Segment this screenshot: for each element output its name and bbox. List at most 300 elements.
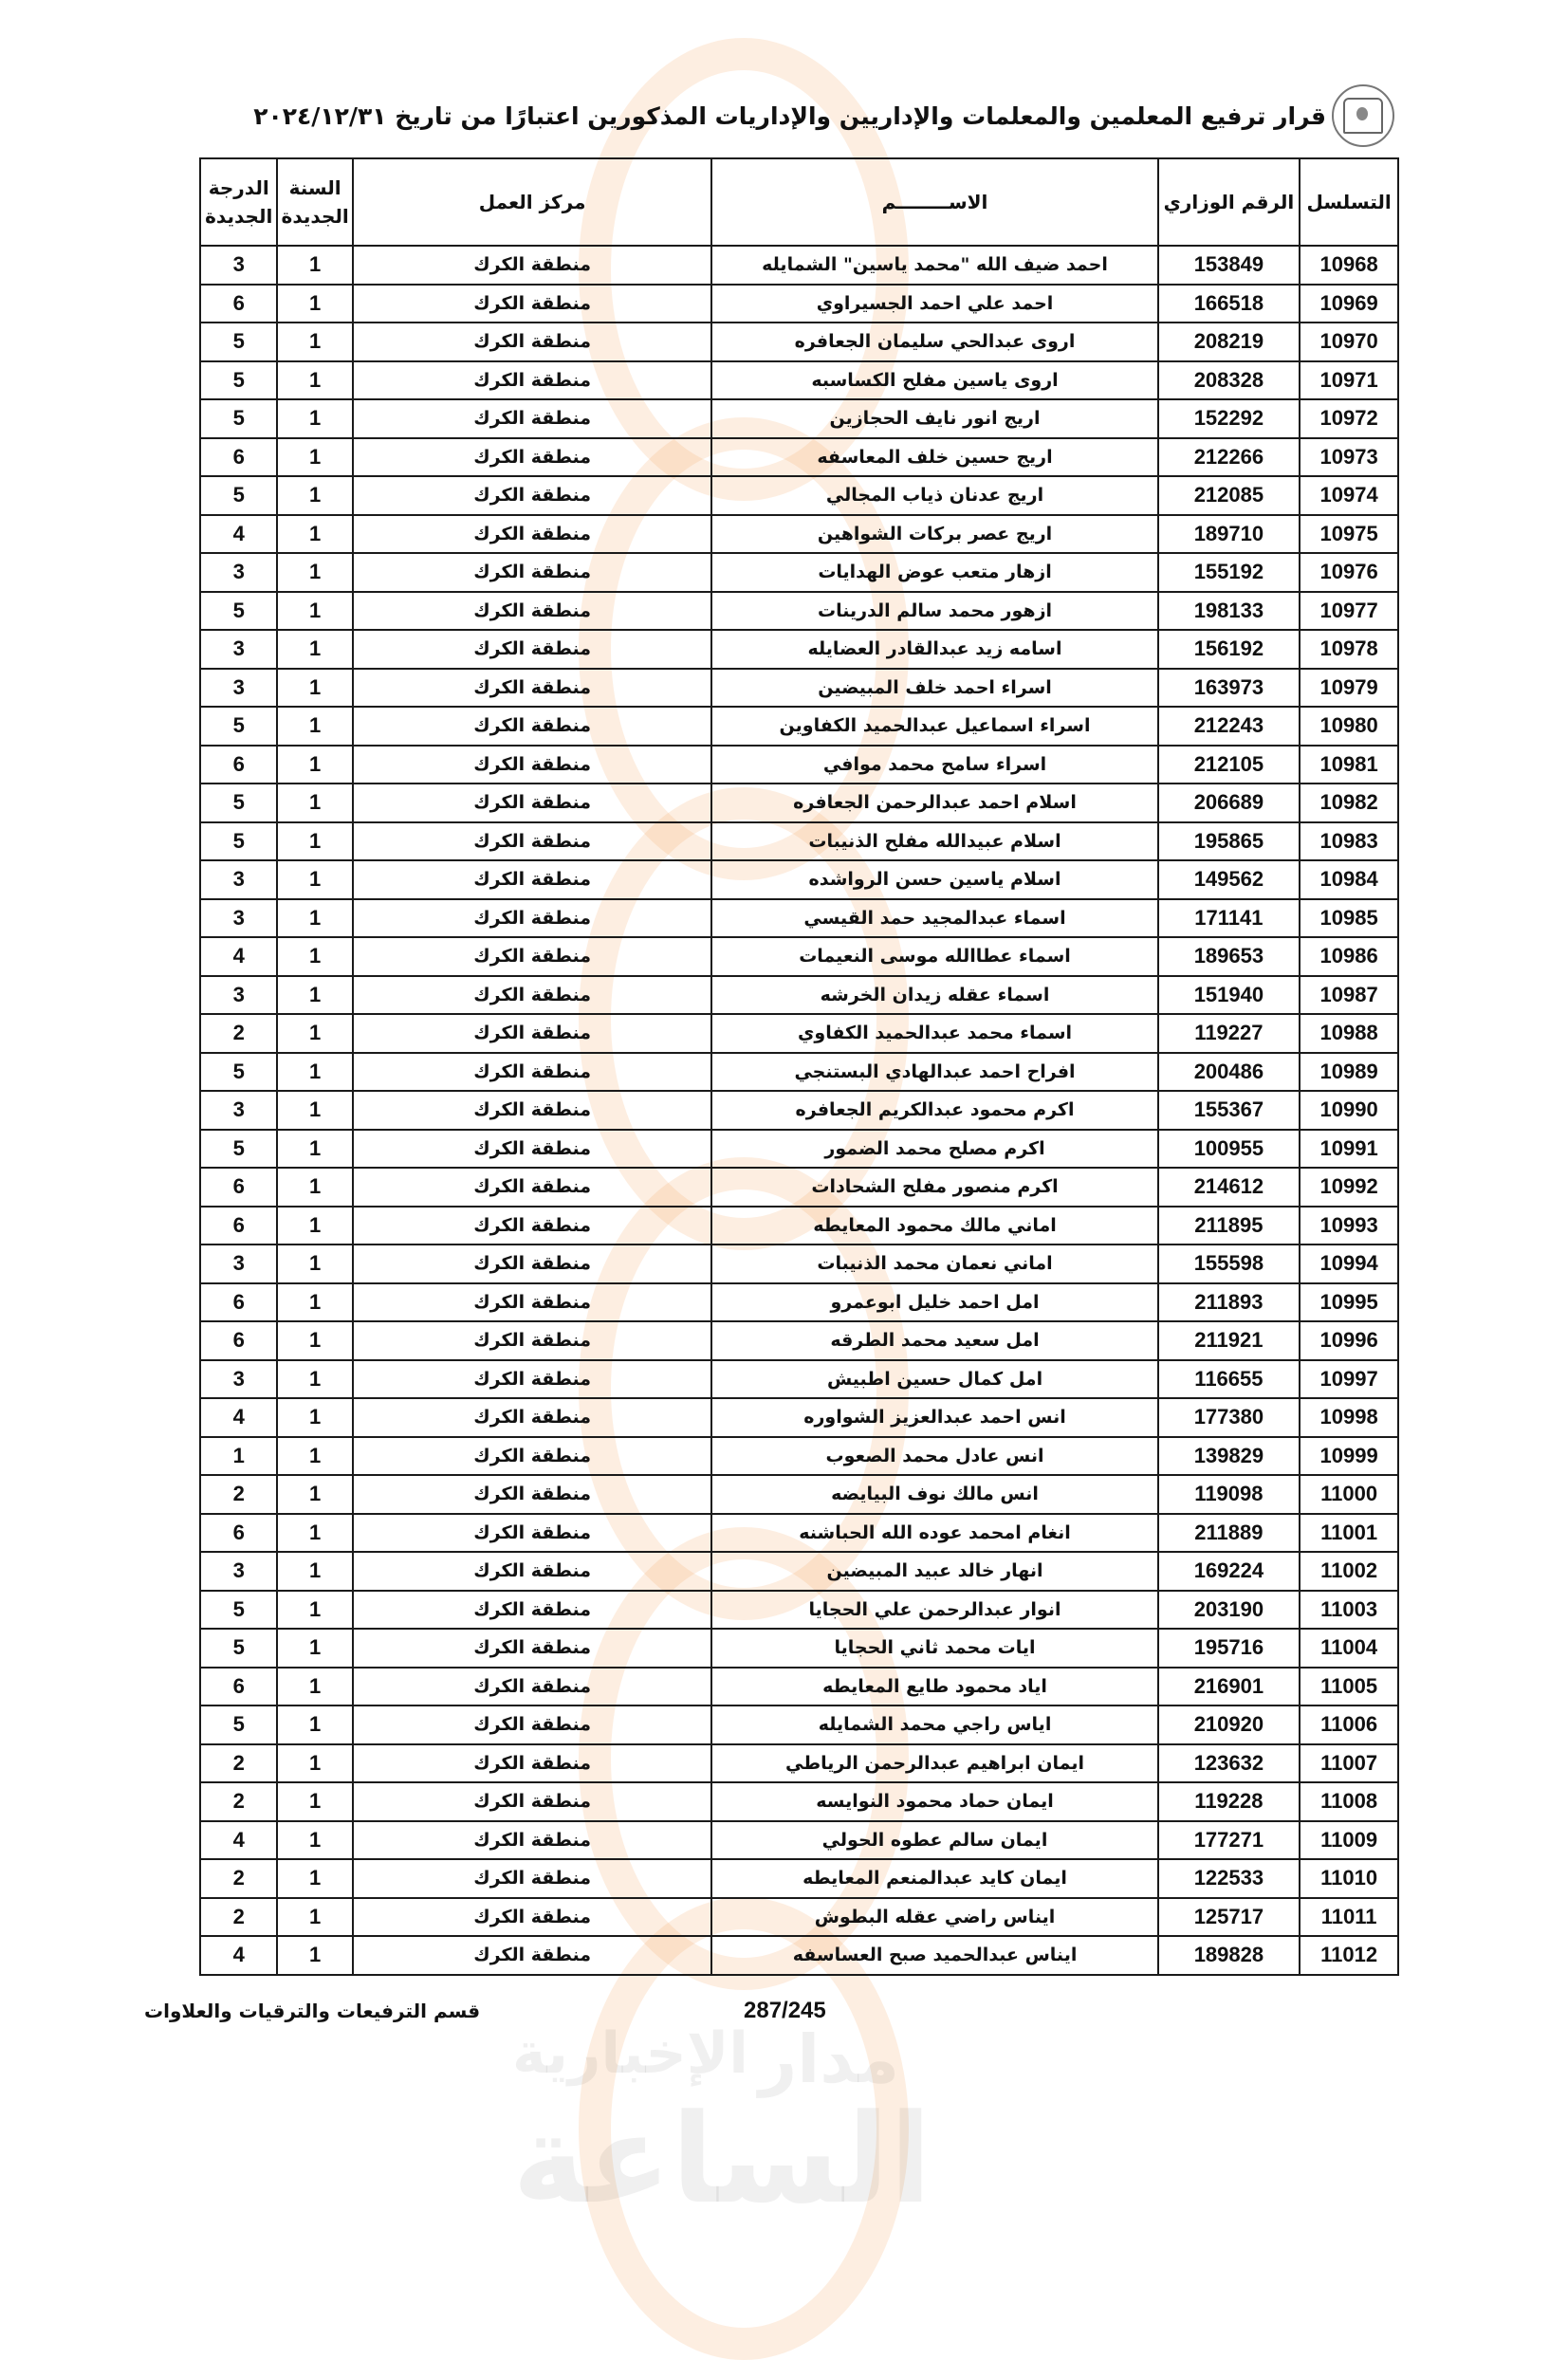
cell-work-center: منطقة الكرك (353, 1821, 712, 1860)
table-row (200, 1053, 1398, 1092)
table-row (200, 246, 1398, 285)
cell-new-year: 1 (277, 1014, 352, 1053)
cell-seq: 10989 (1300, 1053, 1398, 1092)
cell-work-center: منطقة الكرك (353, 1668, 712, 1706)
cell-new-year: 1 (277, 1321, 352, 1360)
cell-new-year: 1 (277, 1898, 352, 1937)
cell-seq: 11003 (1300, 1591, 1398, 1630)
table-row (200, 899, 1398, 938)
cell-seq: 11007 (1300, 1744, 1398, 1783)
cell-name: ايناس عبدالحميد صبح العساسفه (711, 1936, 1157, 1975)
cell-ministry-id: 123632 (1158, 1744, 1301, 1783)
cell-name: اماني نعمان محمد الذنيبات (711, 1245, 1157, 1283)
cell-new-grade: 5 (200, 707, 277, 746)
cell-new-year: 1 (277, 976, 352, 1015)
cell-name: اياس راجي محمد الشمايله (711, 1705, 1157, 1744)
cell-seq: 10970 (1300, 323, 1398, 361)
cell-new-year: 1 (277, 630, 352, 669)
cell-seq: 10976 (1300, 553, 1398, 592)
table-row (200, 1591, 1398, 1630)
cell-name: ايمان سالم عطوه الحولي (711, 1821, 1157, 1860)
cell-ministry-id: 163973 (1158, 669, 1301, 708)
cell-new-year: 1 (277, 1552, 352, 1591)
cell-work-center: منطقة الكرك (353, 1091, 712, 1130)
cell-work-center: منطقة الكرك (353, 669, 712, 708)
cell-new-year: 1 (277, 553, 352, 592)
cell-name: اسامه زيد عبدالقادر العضايله (711, 630, 1157, 669)
cell-seq: 10995 (1300, 1283, 1398, 1322)
cell-name: اسلام عبيدالله مفلح الذنيبات (711, 822, 1157, 861)
cell-seq: 11008 (1300, 1782, 1398, 1821)
cell-ministry-id: 169224 (1158, 1552, 1301, 1591)
cell-work-center: منطقة الكرك (353, 1207, 712, 1245)
cell-new-grade: 3 (200, 860, 277, 899)
cell-new-grade: 3 (200, 553, 277, 592)
cell-seq: 10996 (1300, 1321, 1398, 1360)
cell-new-year: 1 (277, 1207, 352, 1245)
cell-seq: 10985 (1300, 899, 1398, 938)
cell-work-center: منطقة الكرك (353, 553, 712, 592)
cell-ministry-id: 171141 (1158, 899, 1301, 938)
cell-name: اروى عبدالحي سليمان الجعافره (711, 323, 1157, 361)
cell-ministry-id: 212266 (1158, 438, 1301, 477)
cell-new-grade: 6 (200, 1283, 277, 1322)
cell-name: ايمان حماد محمود النوايسه (711, 1782, 1157, 1821)
cell-new-year: 1 (277, 1629, 352, 1668)
cell-ministry-id: 211889 (1158, 1514, 1301, 1553)
cell-name: اسلام ياسين حسن الرواشده (711, 860, 1157, 899)
column-header-ministry-id: الرقم الوزاري (1158, 158, 1301, 246)
cell-seq: 11002 (1300, 1552, 1398, 1591)
cell-work-center: منطقة الكرك (353, 399, 712, 438)
cell-ministry-id: 210920 (1158, 1705, 1301, 1744)
cell-new-grade: 2 (200, 1782, 277, 1821)
cell-name: ايناس راضي عقله البطوش (711, 1898, 1157, 1937)
cell-seq: 10992 (1300, 1168, 1398, 1207)
cell-new-grade: 4 (200, 515, 277, 554)
table-row (200, 1475, 1398, 1514)
cell-name: اروى ياسين مفلح الكساسبه (711, 361, 1157, 400)
table-header-row (200, 158, 1398, 246)
cell-seq: 10990 (1300, 1091, 1398, 1130)
cell-new-year: 1 (277, 669, 352, 708)
cell-work-center: منطقة الكرك (353, 1936, 712, 1975)
cell-name: افراح احمد عبدالهادي البستنجي (711, 1053, 1157, 1092)
cell-ministry-id: 122533 (1158, 1859, 1301, 1898)
cell-ministry-id: 177271 (1158, 1821, 1301, 1860)
cell-seq: 10968 (1300, 246, 1398, 285)
cell-new-grade: 3 (200, 246, 277, 285)
table-row (200, 860, 1398, 899)
cell-new-year: 1 (277, 1859, 352, 1898)
table-row (200, 630, 1398, 669)
table-row (200, 1668, 1398, 1706)
table-row (200, 323, 1398, 361)
cell-name: اريج عدنان ذياب المجالي (711, 476, 1157, 515)
cell-seq: 11010 (1300, 1859, 1398, 1898)
table-row (200, 1207, 1398, 1245)
table-row (200, 1898, 1398, 1937)
cell-new-year: 1 (277, 323, 352, 361)
cell-new-year: 1 (277, 1514, 352, 1553)
cell-new-year: 1 (277, 899, 352, 938)
cell-new-grade: 4 (200, 1821, 277, 1860)
table-row (200, 784, 1398, 822)
cell-work-center: منطقة الكرك (353, 1130, 712, 1169)
cell-new-grade: 3 (200, 630, 277, 669)
cell-seq: 11005 (1300, 1668, 1398, 1706)
column-header-name: الاســــــــم (711, 158, 1157, 246)
table-row (200, 399, 1398, 438)
cell-new-grade: 3 (200, 899, 277, 938)
table-row (200, 1130, 1398, 1169)
cell-seq: 10983 (1300, 822, 1398, 861)
cell-name: اسماء محمد عبدالحميد الكفاوي (711, 1014, 1157, 1053)
cell-ministry-id: 119228 (1158, 1782, 1301, 1821)
cell-new-year: 1 (277, 399, 352, 438)
cell-seq: 10997 (1300, 1360, 1398, 1399)
cell-new-year: 1 (277, 1053, 352, 1092)
cell-ministry-id: 195865 (1158, 822, 1301, 861)
cell-ministry-id: 177380 (1158, 1398, 1301, 1437)
cell-new-grade: 4 (200, 1398, 277, 1437)
cell-ministry-id: 189710 (1158, 515, 1301, 554)
cell-work-center: منطقة الكرك (353, 1245, 712, 1283)
cell-name: ازهور محمد سالم الدرينات (711, 592, 1157, 631)
cell-new-year: 1 (277, 1936, 352, 1975)
cell-new-year: 1 (277, 937, 352, 976)
cell-work-center: منطقة الكرك (353, 246, 712, 285)
cell-seq: 10973 (1300, 438, 1398, 477)
cell-work-center: منطقة الكرك (353, 1437, 712, 1476)
cell-ministry-id: 203190 (1158, 1591, 1301, 1630)
cell-name: احمد ضيف الله "محمد ياسين" الشمايله (711, 246, 1157, 285)
cell-name: اياد محمود طايع المعايطه (711, 1668, 1157, 1706)
cell-new-grade: 5 (200, 323, 277, 361)
cell-name: اسراء سامح محمد موافي (711, 746, 1157, 784)
cell-new-grade: 4 (200, 937, 277, 976)
cell-name: اسراء احمد خلف المبيضين (711, 669, 1157, 708)
column-header-work-center: مركز العمل (353, 158, 712, 246)
cell-new-grade: 3 (200, 976, 277, 1015)
cell-seq: 11011 (1300, 1898, 1398, 1937)
cell-work-center: منطقة الكرك (353, 1629, 712, 1668)
table-row (200, 937, 1398, 976)
cell-seq: 11006 (1300, 1705, 1398, 1744)
table-row (200, 669, 1398, 708)
cell-work-center: منطقة الكرك (353, 1168, 712, 1207)
cell-new-grade: 5 (200, 592, 277, 631)
cell-work-center: منطقة الكرك (353, 707, 712, 746)
cell-work-center: منطقة الكرك (353, 860, 712, 899)
cell-ministry-id: 125717 (1158, 1898, 1301, 1937)
cell-name: امل كمال حسين اطبيش (711, 1360, 1157, 1399)
cell-new-grade: 5 (200, 822, 277, 861)
cell-new-year: 1 (277, 515, 352, 554)
cell-work-center: منطقة الكرك (353, 361, 712, 400)
cell-ministry-id: 206689 (1158, 784, 1301, 822)
cell-seq: 10993 (1300, 1207, 1398, 1245)
cell-new-grade: 2 (200, 1898, 277, 1937)
cell-ministry-id: 212105 (1158, 746, 1301, 784)
cell-new-year: 1 (277, 822, 352, 861)
cell-work-center: منطقة الكرك (353, 1782, 712, 1821)
cell-work-center: منطقة الكرك (353, 592, 712, 631)
cell-new-grade: 3 (200, 1552, 277, 1591)
cell-work-center: منطقة الكرك (353, 937, 712, 976)
cell-seq: 10969 (1300, 285, 1398, 323)
table-row (200, 515, 1398, 554)
cell-work-center: منطقة الكرك (353, 1514, 712, 1553)
table-row (200, 1859, 1398, 1898)
cell-ministry-id: 119098 (1158, 1475, 1301, 1514)
table-row (200, 1705, 1398, 1744)
cell-work-center: منطقة الكرك (353, 822, 712, 861)
table-row (200, 1398, 1398, 1437)
table-row (200, 285, 1398, 323)
cell-work-center: منطقة الكرك (353, 1898, 712, 1937)
cell-new-year: 1 (277, 860, 352, 899)
cell-seq: 11000 (1300, 1475, 1398, 1514)
cell-new-grade: 5 (200, 361, 277, 400)
cell-name: ازهار متعب عوض الهدايات (711, 553, 1157, 592)
cell-name: انس عادل محمد الصعوب (711, 1437, 1157, 1476)
cell-name: اكرم محمود عبدالكريم الجعافره (711, 1091, 1157, 1130)
document-header (209, 78, 1394, 154)
cell-name: اريج انور نايف الحجازين (711, 399, 1157, 438)
table-row (200, 822, 1398, 861)
cell-new-year: 1 (277, 1705, 352, 1744)
cell-work-center: منطقة الكرك (353, 1360, 712, 1399)
cell-new-grade: 6 (200, 1168, 277, 1207)
table-row (200, 1014, 1398, 1053)
cell-ministry-id: 212085 (1158, 476, 1301, 515)
cell-new-grade: 6 (200, 1514, 277, 1553)
cell-new-year: 1 (277, 1744, 352, 1783)
cell-work-center: منطقة الكرك (353, 1321, 712, 1360)
table-row (200, 1821, 1398, 1860)
cell-new-grade: 5 (200, 476, 277, 515)
cell-new-year: 1 (277, 1591, 352, 1630)
cell-new-grade: 5 (200, 1053, 277, 1092)
cell-work-center: منطقة الكرك (353, 323, 712, 361)
table-row (200, 746, 1398, 784)
table-row (200, 707, 1398, 746)
cell-new-grade: 2 (200, 1859, 277, 1898)
table-row (200, 553, 1398, 592)
cell-ministry-id: 200486 (1158, 1053, 1301, 1092)
page-number: 287/245 (744, 1998, 826, 2023)
cell-name: امل احمد خليل ابوعمرو (711, 1283, 1157, 1322)
cell-new-year: 1 (277, 707, 352, 746)
cell-work-center: منطقة الكرك (353, 515, 712, 554)
cell-seq: 10978 (1300, 630, 1398, 669)
jordan-ministry-emblem-icon (1332, 84, 1394, 147)
cell-ministry-id: 155598 (1158, 1245, 1301, 1283)
cell-name: اريج عصر بركات الشواهين (711, 515, 1157, 554)
cell-ministry-id: 139829 (1158, 1437, 1301, 1476)
cell-seq: 10975 (1300, 515, 1398, 554)
cell-seq: 11004 (1300, 1629, 1398, 1668)
cell-new-grade: 3 (200, 1360, 277, 1399)
cell-seq: 11009 (1300, 1821, 1398, 1860)
cell-new-year: 1 (277, 592, 352, 631)
cell-ministry-id: 100955 (1158, 1130, 1301, 1169)
cell-ministry-id: 155192 (1158, 553, 1301, 592)
table-row (200, 1091, 1398, 1130)
cell-new-grade: 2 (200, 1475, 277, 1514)
cell-seq: 10981 (1300, 746, 1398, 784)
cell-new-year: 1 (277, 361, 352, 400)
table-row (200, 1360, 1398, 1399)
cell-ministry-id: 208219 (1158, 323, 1301, 361)
cell-work-center: منطقة الكرك (353, 630, 712, 669)
cell-work-center: منطقة الكرك (353, 746, 712, 784)
cell-new-grade: 3 (200, 1245, 277, 1283)
cell-work-center: منطقة الكرك (353, 438, 712, 477)
cell-work-center: منطقة الكرك (353, 784, 712, 822)
table-row (200, 438, 1398, 477)
cell-new-year: 1 (277, 1821, 352, 1860)
cell-work-center: منطقة الكرك (353, 1859, 712, 1898)
cell-seq: 10999 (1300, 1437, 1398, 1476)
cell-name: اسماء عقله زيدان الخرشه (711, 976, 1157, 1015)
promotions-table (199, 157, 1399, 1976)
table-row (200, 476, 1398, 515)
cell-seq: 10971 (1300, 361, 1398, 400)
cell-work-center: منطقة الكرك (353, 976, 712, 1015)
table-row (200, 1321, 1398, 1360)
table-row (200, 1245, 1398, 1283)
cell-work-center: منطقة الكرك (353, 1591, 712, 1630)
cell-ministry-id: 211895 (1158, 1207, 1301, 1245)
cell-ministry-id: 151940 (1158, 976, 1301, 1015)
cell-work-center: منطقة الكرك (353, 1398, 712, 1437)
cell-new-year: 1 (277, 784, 352, 822)
cell-work-center: منطقة الكرك (353, 1552, 712, 1591)
cell-new-grade: 3 (200, 1091, 277, 1130)
table-row (200, 1936, 1398, 1975)
cell-ministry-id: 189653 (1158, 937, 1301, 976)
cell-work-center: منطقة الكرك (353, 1744, 712, 1783)
cell-seq: 10991 (1300, 1130, 1398, 1169)
cell-new-grade: 2 (200, 1014, 277, 1053)
cell-ministry-id: 216901 (1158, 1668, 1301, 1706)
cell-ministry-id: 211921 (1158, 1321, 1301, 1360)
cell-new-grade: 5 (200, 1629, 277, 1668)
cell-new-grade: 5 (200, 399, 277, 438)
column-header-seq: التسلسل (1300, 158, 1398, 246)
cell-seq: 10986 (1300, 937, 1398, 976)
cell-new-year: 1 (277, 1360, 352, 1399)
cell-new-year: 1 (277, 1398, 352, 1437)
cell-new-grade: 6 (200, 746, 277, 784)
cell-new-year: 1 (277, 285, 352, 323)
cell-name: اكرم مصلح محمد الضمور (711, 1130, 1157, 1169)
cell-ministry-id: 155367 (1158, 1091, 1301, 1130)
cell-new-year: 1 (277, 1168, 352, 1207)
column-header-new-year: السنة الجديدة (277, 158, 352, 246)
cell-new-year: 1 (277, 1782, 352, 1821)
document-title: قرار ترفيع المعلمين والمعلمات والإداريين والإداريات المذكورين اعتبارًا من تاريخ ٢٠٢٤/١٢/٣١ (253, 101, 1326, 130)
table-row (200, 1744, 1398, 1783)
cell-work-center: منطقة الكرك (353, 899, 712, 938)
cell-new-grade: 4 (200, 1936, 277, 1975)
cell-name: انهار خالد عبيد المبيضين (711, 1552, 1157, 1591)
cell-name: اريج حسين خلف المعاسفه (711, 438, 1157, 477)
cell-ministry-id: 166518 (1158, 285, 1301, 323)
cell-work-center: منطقة الكرك (353, 285, 712, 323)
cell-name: امل سعيد محمد الطرقه (711, 1321, 1157, 1360)
cell-new-year: 1 (277, 1475, 352, 1514)
cell-seq: 10979 (1300, 669, 1398, 708)
cell-name: انغام امحمد عوده الله الحباشنه (711, 1514, 1157, 1553)
cell-ministry-id: 214612 (1158, 1168, 1301, 1207)
cell-new-year: 1 (277, 476, 352, 515)
cell-name: انس مالك نوف البيايضه (711, 1475, 1157, 1514)
cell-work-center: منطقة الكرك (353, 1283, 712, 1322)
cell-seq: 10982 (1300, 784, 1398, 822)
cell-seq: 10972 (1300, 399, 1398, 438)
cell-new-year: 1 (277, 438, 352, 477)
cell-seq: 10994 (1300, 1245, 1398, 1283)
cell-new-year: 1 (277, 1437, 352, 1476)
table-row (200, 1552, 1398, 1591)
cell-work-center: منطقة الكرك (353, 1014, 712, 1053)
cell-ministry-id: 189828 (1158, 1936, 1301, 1975)
footer-department: قسم الترفيعات والترقيات والعلاوات (144, 2000, 481, 2022)
cell-work-center: منطقة الكرك (353, 1053, 712, 1092)
table-row (200, 1168, 1398, 1207)
cell-new-year: 1 (277, 1245, 352, 1283)
cell-new-grade: 6 (200, 1321, 277, 1360)
cell-ministry-id: 116655 (1158, 1360, 1301, 1399)
cell-seq: 11012 (1300, 1936, 1398, 1975)
cell-name: ايات محمد ثاني الحجايا (711, 1629, 1157, 1668)
table-row (200, 1629, 1398, 1668)
cell-ministry-id: 208328 (1158, 361, 1301, 400)
cell-seq: 10984 (1300, 860, 1398, 899)
cell-new-year: 1 (277, 1283, 352, 1322)
cell-new-year: 1 (277, 1130, 352, 1169)
cell-seq: 10974 (1300, 476, 1398, 515)
cell-new-year: 1 (277, 246, 352, 285)
cell-new-grade: 1 (200, 1437, 277, 1476)
cell-name: احمد علي احمد الجسيراوي (711, 285, 1157, 323)
cell-seq: 10998 (1300, 1398, 1398, 1437)
cell-ministry-id: 152292 (1158, 399, 1301, 438)
cell-new-grade: 5 (200, 1705, 277, 1744)
cell-work-center: منطقة الكرك (353, 476, 712, 515)
cell-ministry-id: 149562 (1158, 860, 1301, 899)
table-row (200, 592, 1398, 631)
cell-new-grade: 5 (200, 784, 277, 822)
cell-ministry-id: 198133 (1158, 592, 1301, 631)
cell-name: انس احمد عبدالعزيز الشواوره (711, 1398, 1157, 1437)
cell-seq: 10977 (1300, 592, 1398, 631)
cell-new-grade: 5 (200, 1130, 277, 1169)
table-row (200, 361, 1398, 400)
cell-new-grade: 6 (200, 438, 277, 477)
column-header-new-grade: الدرجة الجديدة (200, 158, 277, 246)
cell-seq: 11001 (1300, 1514, 1398, 1553)
table-row (200, 1514, 1398, 1553)
cell-name: اسماء عطاالله موسى النعيمات (711, 937, 1157, 976)
cell-new-year: 1 (277, 1091, 352, 1130)
cell-work-center: منطقة الكرك (353, 1475, 712, 1514)
cell-new-year: 1 (277, 1668, 352, 1706)
cell-work-center: منطقة الكرك (353, 1705, 712, 1744)
